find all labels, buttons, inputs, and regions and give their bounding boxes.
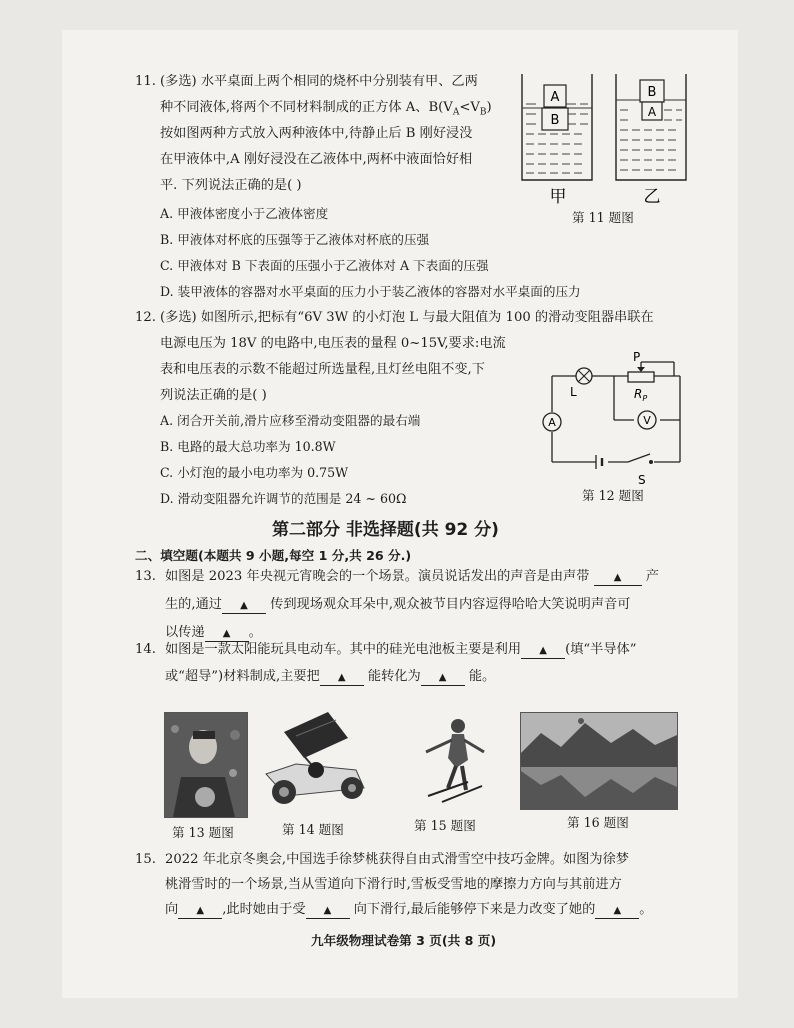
- ammeter-label: A: [548, 416, 556, 429]
- photo-caption-16: 第 16 题图: [567, 815, 629, 830]
- right-bottom-block-label: A: [647, 105, 657, 119]
- photo-caption-15: 第 15 题图: [414, 818, 476, 833]
- q14-blank-3[interactable]: ▲: [421, 671, 465, 686]
- q12-line-1: (多选) 如图所示,把标有“6V 3W 的小灯泡 L 与最大阻值为 100 的滑动变阻器串联在: [160, 310, 654, 325]
- q12-line-2: 电源电压为 18V 的电路中,电压表的量程 0~15V,要求:电流: [160, 336, 506, 351]
- q11-beakers-figure: [516, 70, 692, 230]
- q14-blank-2[interactable]: ▲: [320, 671, 364, 686]
- photo-caption-13: 第 13 题图: [172, 825, 234, 840]
- part2-title: 第二部分 非选择题(共 92 分): [272, 520, 499, 540]
- q11-line-1: (多选) 水平桌面上两个相同的烧杯中分别装有甲、乙两: [160, 74, 478, 89]
- q11-line-4: 在甲液体中,A 刚好浸没在乙液体中,两杯中液面恰好相: [160, 152, 473, 167]
- q15-line-2: 桃滑雪时的一个场景,当从雪道向下滑行时,雪板受雪地的摩擦力方向与其前进方: [165, 877, 622, 892]
- beaker-right: [616, 74, 686, 180]
- slider-arrow: [637, 367, 645, 372]
- q15-blank-2[interactable]: ▲: [306, 904, 350, 919]
- switch-label: S: [638, 473, 646, 487]
- slider-label: P: [633, 350, 641, 364]
- q11-line-5: 平. 下列说法正确的是( ): [160, 178, 302, 193]
- q11-number: 11.: [135, 74, 156, 89]
- q12-option-a: A. 闭合开关前,滑片应移至滑动变阻器的最右端: [160, 413, 421, 428]
- q11-option-a: A. 甲液体密度小于乙液体密度: [160, 206, 329, 221]
- voltmeter-label: V: [643, 414, 651, 427]
- q13-blank-1[interactable]: ▲: [594, 571, 642, 586]
- q11-line-2: 种不同液体,将两个不同材料制成的正方体 A、$B(V_A<V_B)$: [160, 100, 492, 118]
- q12-circuit-figure: [538, 350, 690, 488]
- beaker-left-label: 甲: [549, 187, 567, 207]
- q14-line-2: 或“超导”)材料制成,主要把 ▲ 能转化为 ▲ 能。: [165, 669, 496, 684]
- q12-option-b: B. 电路的最大总功率为 10.8W: [160, 439, 336, 454]
- q16-photo: [520, 712, 678, 810]
- rheostat-symbol: [628, 372, 654, 382]
- q13-line-1: 如图是 2023 年央视元宵晚会的一个场景。演员说话发出的声音是由声带 ▲ 产: [165, 569, 659, 584]
- beaker-right-label: 乙: [643, 187, 661, 207]
- q12-line-3: 表和电压表的示数不能超过所选量程,且灯丝电阻不变,下: [160, 362, 485, 377]
- photo-caption-14: 第 14 题图: [282, 822, 344, 837]
- q15-line-1: 2022 年北京冬奥会,中国选手徐梦桃获得自由式滑雪空中技巧金牌。如图为徐梦: [165, 852, 629, 867]
- page-footer: 九年级物理试卷第 3 页(共 8 页): [311, 933, 497, 948]
- q14-photo: [256, 708, 374, 814]
- q11-figure-caption: 第 11 题图: [572, 210, 634, 225]
- right-top-block-label: B: [647, 85, 657, 100]
- q13-line-2: 生的,通过 ▲ 传到现场观众耳朵中,观众被节目内容逗得哈哈大笑说明声音可: [165, 597, 631, 612]
- q14-number: 14.: [135, 642, 156, 657]
- q15-blank-3[interactable]: ▲: [595, 904, 639, 919]
- rheostat-label: $R_P$: [634, 387, 648, 403]
- q12-line-4: 列说法正确的是( ): [160, 388, 267, 403]
- q15-blank-1[interactable]: ▲: [178, 904, 222, 919]
- left-top-block-label: A: [550, 90, 560, 105]
- q15-line-3: 向 ▲ ,此时她由于受 ▲ 向下滑行,最后能够停下来是力改变了她的 ▲ 。: [165, 902, 653, 917]
- section2-title: 二、填空题(本题共 9 小题,每空 1 分,共 26 分.): [135, 548, 412, 563]
- q11-line-3: 按如图两种方式放入两种液体中,待静止后 B 刚好浸没: [160, 126, 473, 141]
- q12-figure-caption: 第 12 题图: [582, 488, 644, 503]
- q13-number: 13.: [135, 569, 156, 584]
- q15-number: 15.: [135, 852, 156, 867]
- q12-option-d: D. 滑动变阻器允许调节的范围是 24 ~ 60Ω: [160, 491, 407, 506]
- lamp-label: L: [570, 385, 577, 399]
- q15-photo: [408, 712, 494, 808]
- q11-option-c: C. 甲液体对 B 下表面的压强小于乙液体对 A 下表面的压强: [160, 258, 489, 273]
- q13-photo: [164, 712, 248, 818]
- q11-option-b: B. 甲液体对杯底的压强等于乙液体对杯底的压强: [160, 232, 430, 247]
- q14-blank-1[interactable]: ▲: [521, 644, 565, 659]
- switch-symbol: [628, 454, 650, 462]
- beaker-left: [522, 74, 592, 180]
- q13-blank-3[interactable]: ▲: [205, 627, 249, 642]
- left-bottom-block-label: B: [550, 113, 560, 128]
- q14-line-1: 如图是一款太阳能玩具电动车。其中的硅光电池板主要是利用 ▲ (填“半导体”: [165, 642, 637, 657]
- q12-number: 12.: [135, 310, 156, 325]
- q11-option-d: D. 装甲液体的容器对水平桌面的压力小于装乙液体的容器对水平桌面的压力: [160, 284, 581, 299]
- q13-line-3: 以传递 ▲ 。: [165, 625, 262, 640]
- q13-blank-2[interactable]: ▲: [222, 599, 266, 614]
- q12-option-c: C. 小灯泡的最小电功率为 0.75W: [160, 465, 349, 480]
